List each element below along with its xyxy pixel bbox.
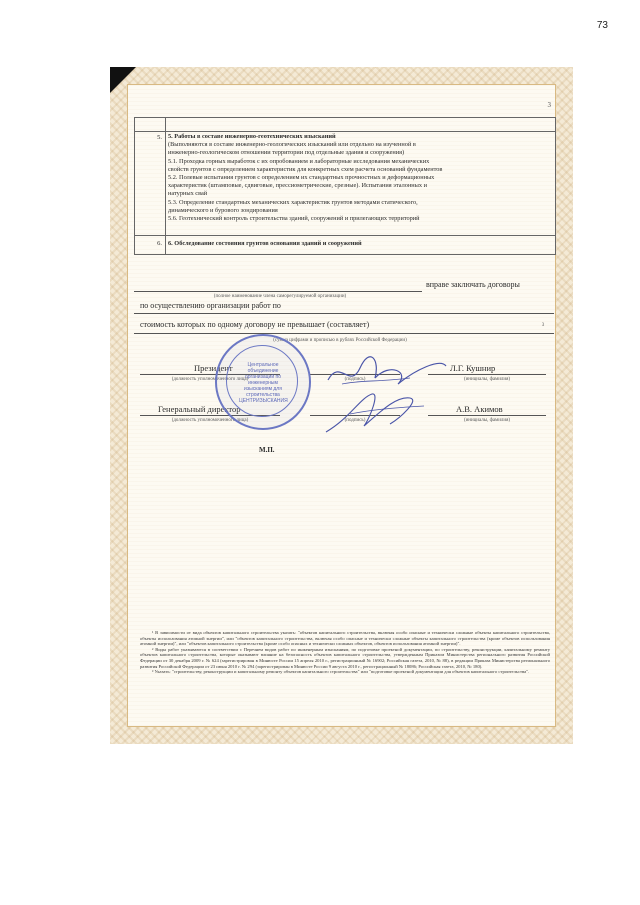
director-signature: [320, 388, 430, 436]
row-line: натурных свай: [168, 190, 208, 198]
works-organization-text: по осуществлению организации работ по: [140, 301, 281, 310]
position-caption: (должность уполномоченного лица): [171, 377, 249, 382]
table-column-divider: [165, 118, 166, 254]
footnotes: [140, 630, 550, 675]
signer-name-president: Л.Г. Кушнир: [450, 363, 496, 373]
row-line: 5.6. Геотехнический контроль строительства зданий, сооружений и прилегающих территорий: [168, 215, 420, 223]
row-number: 6.: [157, 240, 162, 247]
cost-underline: [134, 333, 554, 334]
certificate-page-mark: 3: [547, 101, 551, 109]
signature-caption: (подпись): [344, 377, 366, 382]
row-line: инженерно-геологическом отношении территории под отдельные здания и сооружения): [168, 149, 405, 157]
position-caption: (должность уполномоченного лица): [171, 418, 249, 423]
member-name-underline: [134, 291, 422, 292]
signature-caption: (подпись): [344, 418, 366, 423]
signer-name-director: А.В. Акимов: [456, 404, 503, 414]
row-title: 6. Обследование состояния грунтов основания зданий и сооружений: [168, 240, 362, 247]
row-line: характеристик (штамповые, сдвиговые, прессиометрические, срезные). Испытания эталонных и: [168, 182, 428, 190]
cost-caption: (сумма цифрами и прописью в рублях Российской Федерации): [273, 338, 407, 343]
row-line: динамического и бурового зондирования: [168, 206, 278, 214]
row-line: 5.3. Определение стандартных механических характеристик грунтов методами статического,: [168, 198, 418, 206]
row-line: (Выполняются в составе инженерно-геологических изысканий или отдельно на изученной в: [168, 141, 416, 149]
row-number: 5.: [157, 134, 162, 141]
work-types-table: [134, 117, 556, 255]
footnote: ¹ В зависимости от вида объектов капитального строительства указать: "объектов капитального строительства, включая особо опасные и технически сложные объекты капитального строительства, объекты использования атомной энергии", или "объектов капитального строительства, включая особо опасные и технически сложные объекты капитального строительства (кроме объектов использования атомной энергии)", или "объектов капитального строительства (кроме особо опасных и технически сложных объектов, объектов использования атомной энергии)".: [140, 630, 550, 647]
name-caption: (инициалы, фамилия): [463, 418, 511, 423]
member-name-caption: (полное наименование члена саморегулируемой организации): [213, 294, 347, 299]
stamp-place-label: М.П.: [259, 446, 275, 454]
signer-position-president: Президент: [194, 363, 233, 373]
table-row: [168, 133, 551, 223]
footnote: ³ Указать: "строительству, реконструкции и капитальному ремонту объектов капитального строительства" или "подготовке проектной документации для объектов капитального строительства".: [152, 669, 530, 675]
row-line: свойств грунтов с определением характеристик для конкретных схем расчета оснований фундаментов: [168, 165, 443, 173]
footnote-mark: 3: [541, 323, 545, 328]
organization-seal: [215, 334, 311, 430]
row-line: 5.2. Полевые испытания грунтов с определением их стандартных прочностных и деформационных: [168, 174, 435, 182]
contract-cost-text: стоимость которых по одному договору не превышает (составляет): [140, 320, 370, 329]
signer-position-director: Генеральный директор: [158, 404, 241, 414]
works-underline: [134, 313, 554, 314]
name-caption: (инициалы, фамилия): [463, 377, 511, 382]
may-conclude-contracts-text: вправе заключать договоры: [426, 280, 520, 289]
page-number: 73: [596, 20, 608, 31]
table-row: [135, 235, 555, 255]
row-title: 5. Работы в составе инженерно-геотехнических изысканий: [168, 133, 336, 140]
row-line: 5.1. Проходка горных выработок с их опробованием и лабораторные исследования механических: [168, 157, 430, 165]
scan-corner-shadow: [110, 67, 136, 93]
seal-text: Центральное объединение организаций по инженерным изысканиям для строительства ЦЕНТРИЗЫСКАНИЯ: [239, 362, 288, 404]
name-underline: [428, 415, 546, 416]
footnote: ² Виды работ указываются в соответствии с Перечнем видов работ по инженерным изысканиям, по подготовке проектной документации, по строительству, реконструкции, капитальному ремонту объектов капитального строительства, которые оказывают влияние на безопасность объектов капитального строительства, утвержденным Приказом Министерства регионального развития Российской Федерации от 30 декабря 2009 г. № 624 (зарегистрирован в Минюсте России 15 апреля 2010 г., регистрационный № 16902; Российская газета, 2010, № 88), в редакции Приказа Министерства регионального развития Российской Федерации от 23 июня 2010 г. № 294 (зарегистрирован в Минюсте России 9 августа 2010 г., регистрационный № 18086; Российская газета, 2010, № 180).: [140, 646, 550, 669]
table-header-row: [135, 118, 555, 132]
